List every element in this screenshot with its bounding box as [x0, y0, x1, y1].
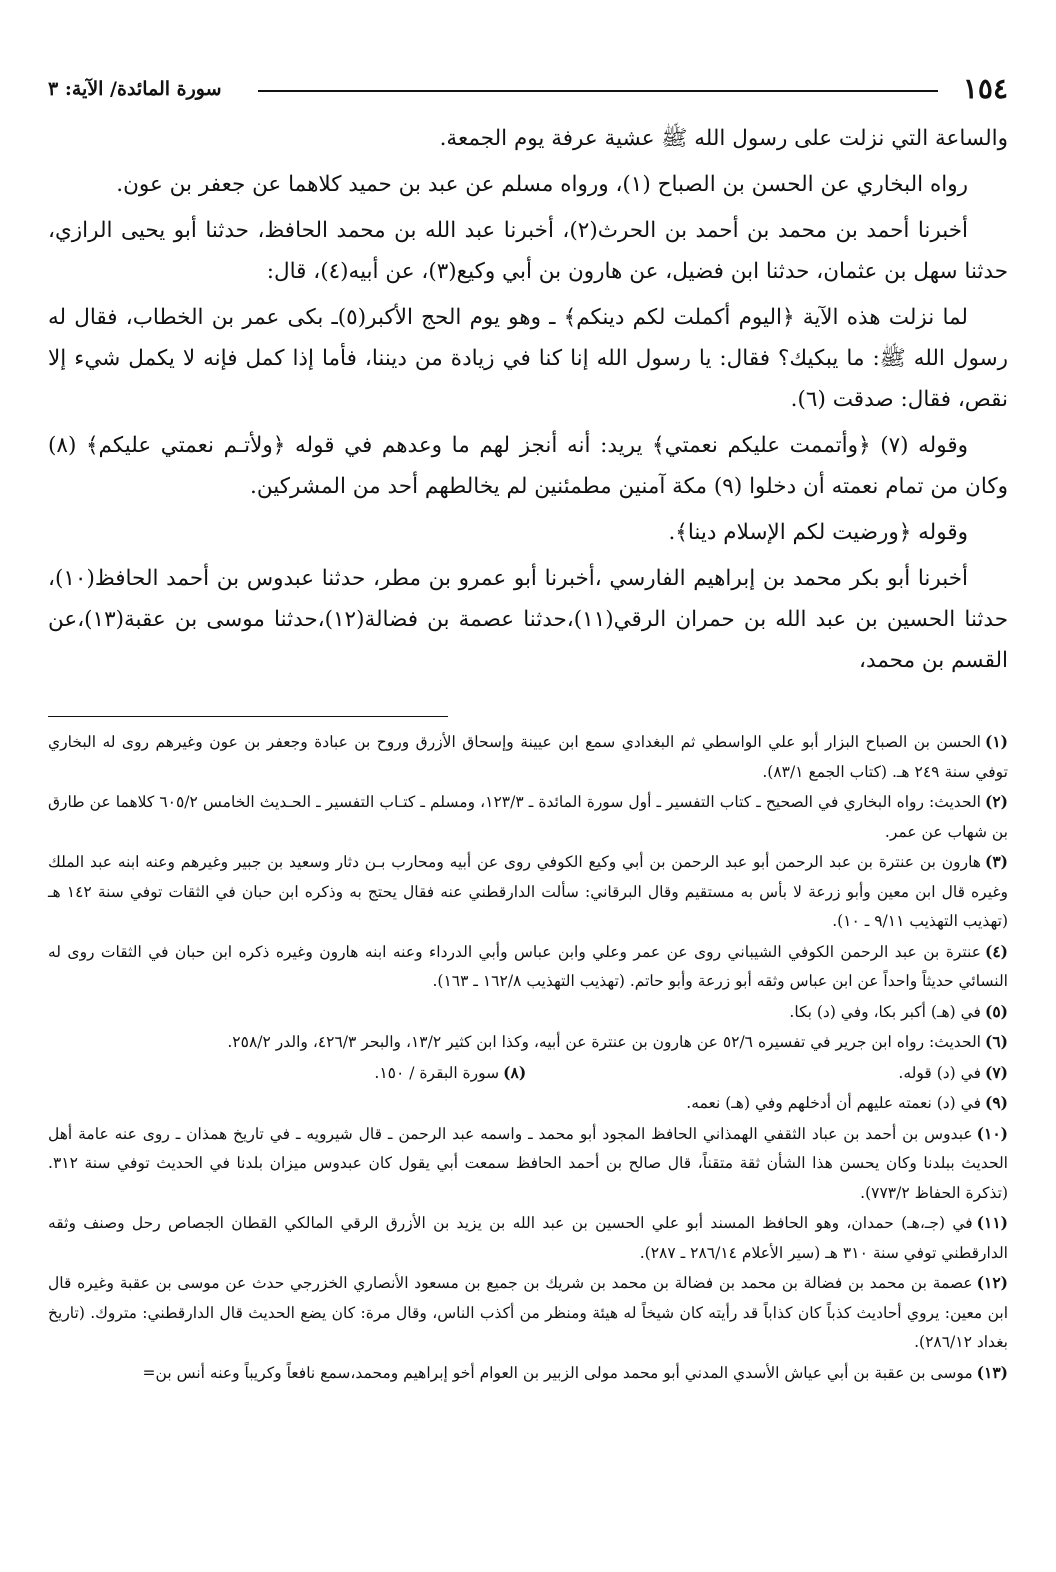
footnote-number: (١٣) — [976, 1362, 1008, 1382]
footnote-number: (١٢) — [976, 1273, 1008, 1292]
footnote-text: في (د) قوله. — [898, 1063, 981, 1082]
footnote — [374, 1058, 526, 1089]
footnote-number: (٢) — [984, 792, 1008, 811]
footnote — [48, 1358, 1008, 1389]
footnote-text: عصمة بن محمد بن فضالة بن محمد بن فضالة بن محمد بن شريك بن جميع بن مسعود الأنصاري الخزرجي حدث عن موسى بن عقبة وغيره قال ابن معين: يروي أحاديث كذباً كان كذاباً قد رأيته كان شيخاً له هيئة ومنظر من أكذب الناس، وقال مرة: كان يضع الحديث قال الدارقطني: متروك. (تاريخ بغداد ٢٨٦/١٢). — [48, 1274, 1008, 1351]
footnote-separator-wrap — [48, 686, 1008, 727]
footnote-number: (٣) — [984, 852, 1008, 871]
footnote — [48, 1268, 1008, 1358]
footnote-number: (٩) — [984, 1093, 1008, 1112]
footnote — [48, 1208, 1008, 1268]
running-title: سورة المائدة/ الآية: ٣ — [48, 78, 222, 100]
page — [48, 66, 1008, 1552]
footnote-number: (٤) — [984, 941, 1008, 961]
footnote — [48, 1119, 1008, 1209]
footnote — [48, 997, 1008, 1028]
paragraph: لما نزلت هذه الآية ﴿اليوم أكملت لكم دينكم﴾ ـ وهو يوم الحج الأكبر(٥)ـ بكى عمر بن الخطاب، فقال له رسول الله ﷺ: ما يبكيك؟ فقال: يا رسول الله إنا كنا في زيادة من ديننا، فأما إذا كمل فإنه لا يكمل شيء إلا نقص، فقال: صدقت (٦). — [48, 305, 1008, 412]
footnote — [48, 787, 1008, 847]
footnote-text: سورة البقرة / ١٥٠. — [374, 1063, 500, 1082]
paragraph: أخبرنا أبو بكر محمد بن إبراهيم الفارسي ،أخبرنا أبو عمرو بن مطر، حدثنا عبدوس بن أحمد الحافظ(١٠)، حدثنا الحسين بن عبد الله بن حمران الرقي(١١)،حدثنا عصمة بن فضالة(١٢)،حدثنا موسى بن عقبة(١٣)،عن القسم بن محمد، — [48, 566, 1008, 673]
footnote — [48, 1027, 1008, 1058]
footnote-separator — [48, 716, 448, 717]
paragraph: والساعة التي نزلت على رسول الله ﷺ عشية عرفة يوم الجمعة. — [439, 126, 1008, 151]
footnote-text: عبدوس بن أحمد بن عباد الثقفي الهمذاني الحافظ المجود أبو محمد ـ واسمه عبد الرحمن ـ قال شيرويه ـ في تاريخ همذان ـ روى عنه عامة أهل الحديث ببلدنا وكان يحسن هذا الشأن ثقة متقناً، قال صالح بن أحمد الحافظ سمعت أبي يقول كان عبدوس ميزان بلدنا في الحديث توفي سنة ٣١٢. (تذكرة الحفاظ ٧٧٣/٢). — [48, 1124, 1008, 1202]
footnote-number: (٨) — [503, 1062, 527, 1082]
footnote-number: (١) — [985, 732, 1009, 751]
footnote-number: (٦) — [984, 1032, 1008, 1051]
footnote-text: هارون بن عنترة بن عبد الرحمن أبو عبد الرحمن بن أبي وكيع الكوفي روى عن أبيه ومحارب بـن دثار وسعيد بن جبير وغيرهم وعنه ابنه عبد الملك وغيره قال ابن معين وأبو زرعة لا بأس به مستقيم وقال البرقاني: سألت الدارقطني عنه فقال يحتج به وذكره ابن حبان في الثقات توفي سنة ١٤٢ هـ (تهذيب التهذيب ٩/١١ ـ ١٠). — [48, 853, 1008, 930]
footnote-text: في (جـ،هـ) حمدان، وهو الحافظ المسند أبو علي الحسين بن عبد الله بن يزيد بن الأزرق الرقي المالكي القطان الجصاص رحل وصنف وثقه الدارقطني توفي سنة ٣١٠ هـ (سير الأعلام ٢٨٦/١٤ ـ ٢٨٧). — [48, 1214, 1008, 1262]
footnote — [48, 727, 1008, 787]
footnote — [48, 847, 1008, 937]
paragraph: وقوله (٧) ﴿وأتممت عليكم نعمتي﴾ يريد: أنه أنجز لهم ما وعدهم في قوله ﴿ولأتـم نعمتي عليكم﴾ (٨) وكان من تمام نعمته أن دخلوا (٩) مكة آمنين مطمئنين لم يخالطهم أحد من المشركين. — [48, 433, 1008, 499]
footnote-text: في (د) نعمته عليهم أن أدخلهم وفي (هـ) نعمه. — [686, 1094, 981, 1112]
footnotes — [48, 727, 1008, 1388]
footnote-text: في (هـ) أكبر بكا، وفي (د) بكا. — [789, 1002, 981, 1021]
paragraph: رواه البخاري عن الحسن بن الصباح (١)، ورواه مسلم عن عبد بن حميد كلاهما عن جعفر بن عون. — [116, 172, 968, 197]
footnote-number: (١٠) — [976, 1123, 1008, 1143]
page-number: ١٥٤ — [962, 72, 1008, 105]
footnote-number: (١١) — [976, 1213, 1008, 1232]
footnote — [48, 1088, 1008, 1119]
paragraph: أخبرنا أحمد بن محمد بن أحمد بن الحرث(٢)، أخبرنا عبد الله بن محمد الحافظ، حدثنا أبو يحيى الرازي، حدثنا سهل بن عثمان، حدثنا ابن فضيل، عن هارون بن أبي وكيع(٣)، عن أبيه(٤)، قال: — [48, 218, 1008, 284]
footnote-text: الحديث: رواه البخاري في الصحيح ـ كتاب التفسير ـ أول سورة المائدة ـ ١٢٣/٣، ومسلم ـ كتـاب التفسير ـ الحـديث الخامس ٦٠٥/٢ كلاهما عن طارق بن شهاب عن عمر. — [48, 793, 1008, 841]
footnote-number: (٥) — [984, 1001, 1008, 1021]
main-text — [48, 118, 1008, 681]
paragraph: وقوله ﴿ورضيت لكم الإسلام دينا﴾. — [668, 520, 968, 545]
footnote-text: عنترة بن عبد الرحمن الكوفي الشيباني روى عن عمر وعلي وابن عباس وأبي الدرداء وعنه ابنه هارون وغيره ذكره ابن حبان في الثقات روى له النسائي حديثاً واحداً عن ابن عباس وثقه أبو زرعة وأبو حاتم. (تهذيب التهذيب ١٦٢/٨ ـ ١٦٣). — [48, 942, 1008, 990]
footnote-text: الحديث: رواه ابن جرير في تفسيره ٥٢/٦ عن هارون بن عنترة عن أبيه، وكذا ابن كثير ١٣/٢، والبحر ٤٢٦/٣، والدر ٢٥٨/٢. — [227, 1033, 981, 1051]
header-rule — [258, 90, 938, 92]
page-header — [48, 66, 1008, 106]
footnote — [48, 937, 1008, 997]
footnote-number: (٧) — [984, 1062, 1008, 1082]
footnote-text: الحسن بن الصباح البزار أبو علي الواسطي ثم البغدادي سمع ابن عيينة وإسحاق الأزرق وروح بن عبادة وجعفر بن عون وغيرهم روى له البخاري توفي سنة ٢٤٩ هـ. (كتاب الجمع ٨٣/١). — [48, 733, 1008, 781]
footnote — [898, 1058, 1008, 1089]
footnote-text: موسى بن عقبة بن أبي عياش الأسدي المدني أبو محمد مولى الزبير بن العوام أخو إبراهيم ومحمد،سمع نافعاً وكريباً وعنه أنس بن= — [142, 1363, 973, 1382]
footnote-pair — [374, 1058, 1008, 1089]
